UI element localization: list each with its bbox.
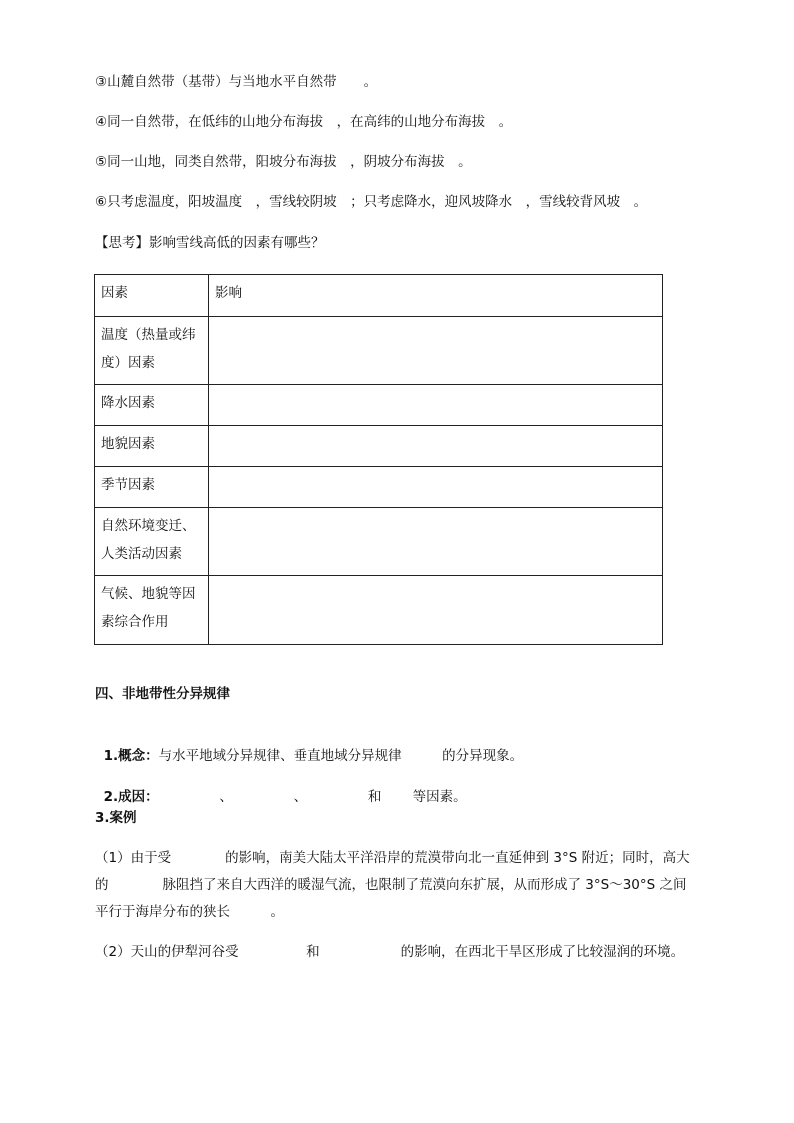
text-line-4: ④同一自然带，在低纬的山地分布海拔 ，在高纬的山地分布海拔 。 xyxy=(95,114,513,130)
factor-cell: 地貌因素 xyxy=(95,426,209,467)
factors-table xyxy=(94,274,663,645)
case-1-paragraph: （1）由于受 的影响，南美大陆太平洋沿岸的荒漠带向北一直延伸到 3°S 附近；同时，高大的 脉阻挡了来自大西洋的暖湿气流，也限制了荒漠向东扩展，从而形成了 3°S～30°S 之间平行于海岸分布的狭长 。 xyxy=(95,850,690,920)
table-row xyxy=(95,385,663,426)
case-2-paragraph: （2）天山的伊犁河谷受 和 的影响，在西北干旱区形成了比较湿润的环境。 xyxy=(95,944,685,960)
table-row xyxy=(95,467,663,508)
cause-line xyxy=(95,767,467,807)
effect-cell[interactable] xyxy=(209,576,663,645)
concept-line xyxy=(95,726,523,766)
factor-cell: 降水因素 xyxy=(95,385,209,426)
concept-label: 1.概念： xyxy=(103,748,159,764)
factor-cell: 季节因素 xyxy=(95,467,209,508)
table-row xyxy=(95,508,663,576)
section-title: 四、非地带性分异规律 xyxy=(95,686,230,702)
factor-cell: 自然环境变迁、人类活动因素 xyxy=(95,508,209,576)
effect-cell[interactable] xyxy=(209,385,663,426)
factor-cell: 温度（热量或纬度）因素 xyxy=(95,317,209,385)
case-label: 3.案例 xyxy=(95,810,137,826)
effect-cell[interactable] xyxy=(209,508,663,576)
header-factor: 因素 xyxy=(95,275,209,317)
factor-cell: 气候、地貌等因素综合作用 xyxy=(95,576,209,645)
effect-cell[interactable] xyxy=(209,426,663,467)
text-line-3: ③山麓自然带（基带）与当地水平自然带 。 xyxy=(95,74,378,90)
effect-cell[interactable] xyxy=(209,467,663,508)
table-header-row xyxy=(95,275,663,317)
table-row xyxy=(95,317,663,385)
table-row xyxy=(95,426,663,467)
text-line-6: ⑥只考虑温度，阳坡温度 ，雪线较阴坡 ；只考虑降水，迎风坡降水 ，雪线较背风坡 。 xyxy=(95,194,648,210)
effect-cell[interactable] xyxy=(209,317,663,385)
cause-label: 2.成因： xyxy=(103,789,152,805)
table-row xyxy=(95,576,663,645)
text-line-5: ⑤同一山地，同类自然带，阳坡分布海拔 ，阴坡分布海拔 。 xyxy=(95,154,472,170)
header-effect: 影响 xyxy=(209,275,663,317)
concept-text: 与水平地域分异规律、垂直地域分异规律 的分异现象。 xyxy=(158,748,524,764)
cause-text: 、 、 和 等因素。 xyxy=(151,789,467,805)
think-question: 【思考】影响雪线高低的因素有哪些？ xyxy=(95,235,325,251)
